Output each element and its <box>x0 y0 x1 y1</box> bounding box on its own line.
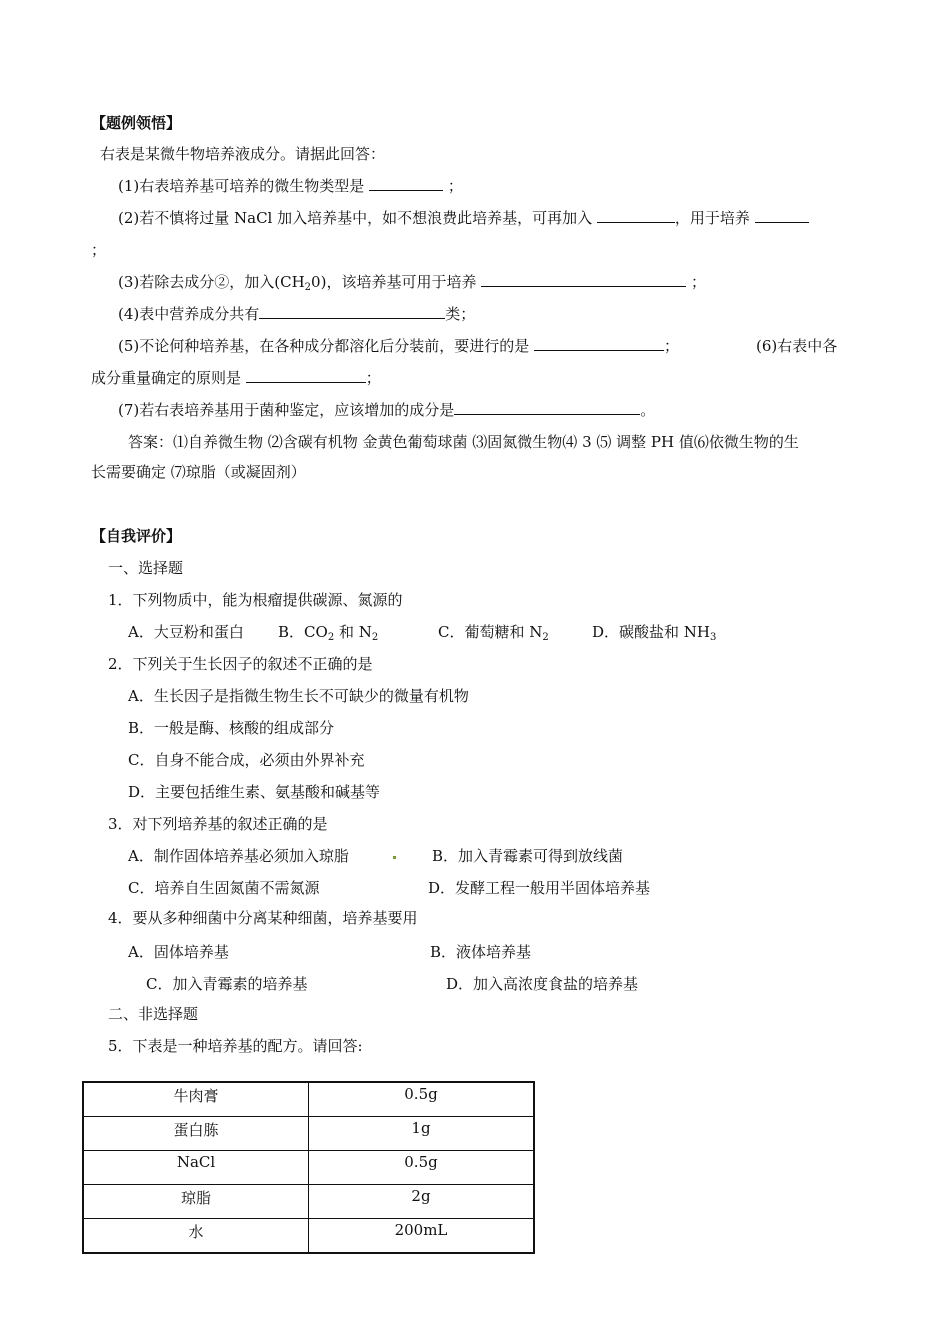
answer-blank <box>246 368 366 383</box>
example-q1: (1)右表培养基可培养的微生物类型是 ； <box>118 177 463 195</box>
answer-blank <box>597 208 675 223</box>
q2-option-d: D．主要包括维生素、氨基酸和碱基等 <box>128 783 381 801</box>
example-q4: (4)表中营养成分共有 类； <box>118 305 476 323</box>
answer-blank <box>259 304 445 319</box>
example-heading: 【题例领悟】 <box>91 114 182 132</box>
q3-option-c: C．培养自生固氮菌不需氮源 <box>128 879 320 897</box>
answer-blank <box>454 400 640 415</box>
answer-line-2: 长需要确定 ⑺琼脂（或凝固剂） <box>91 463 306 481</box>
table-row <box>83 1219 534 1254</box>
q1-option-d: D．碳酸盐和 $NH_3$ <box>592 623 717 643</box>
section-nonchoice: 二、非选择题 <box>108 1005 199 1023</box>
table-cell-amount: 2g <box>309 1185 535 1219</box>
self-eval-heading: 【自我评价】 <box>91 527 182 545</box>
q4-stem: 4．要从多种细菌中分离某种细菌，培养基要用 <box>108 909 418 927</box>
answer-blank <box>369 176 443 191</box>
q2-option-c: C．自身不能合成，必须由外界补充 <box>128 751 365 769</box>
example-q2-tail: ； <box>91 241 107 259</box>
q4-option-b: B．液体培养基 <box>430 943 532 961</box>
answer-blank <box>481 272 686 287</box>
q2-option-b: B．一般是酶、核酸的组成部分 <box>128 719 335 737</box>
q3-stem: 3．对下列培养基的叙述正确的是 <box>108 815 328 833</box>
table-cell-amount: 0.5g <box>309 1082 535 1117</box>
table-row <box>83 1151 534 1185</box>
example-q3: (3)若除去成分②，加入$(CH_20)$，该培养基可用于培养 ； <box>118 273 707 293</box>
table-cell-amount: 1g <box>309 1117 535 1151</box>
q4-option-a: A．固体培养基 <box>128 943 229 961</box>
example-q6: (6)右表中各 <box>756 337 838 355</box>
example-q5: (5)不论何种培养基，在各种成分都溶化后分装前，要进行的是 ； <box>118 337 680 355</box>
table-cell-item: 水 <box>83 1219 309 1254</box>
table-row <box>83 1117 534 1151</box>
table-cell-amount: 0.5g <box>309 1151 535 1185</box>
table-cell-item: NaCl <box>83 1151 309 1185</box>
answer-blank <box>534 336 664 351</box>
answer-blank <box>755 208 809 223</box>
recipe-table <box>82 1081 535 1254</box>
q1-option-b: B．$CO_2$ 和 $N_2$ <box>278 623 379 643</box>
answer-line-1: 答案：⑴自养微生物 ⑵含碳有机物 金黄色葡萄球菌 ⑶固氮微生物⑷ 3 ⑸ 调整 PH 值⑹依微生物的生 <box>128 433 799 451</box>
q1-stem: 1．下列物质中，能为根瘤提供碳源、氮源的 <box>108 591 403 609</box>
q1-option-a: A．大豆粉和蛋白 <box>128 623 244 641</box>
q4-option-d: D．加入高浓度食盐的培养基 <box>446 975 639 993</box>
q3-option-d: D．发酵工程一般用半固体培养基 <box>428 879 651 897</box>
table-row <box>83 1185 534 1219</box>
example-q6-line2: 成分重量确定的原则是 ； <box>91 369 381 387</box>
q2-option-a: A．生长因子是指微生物生长不可缺少的微量有机物 <box>128 687 469 705</box>
table-cell-item: 牛肉膏 <box>83 1082 309 1117</box>
q3-option-b: B．加入青霉素可得到放线菌 <box>432 847 624 865</box>
table-cell-item: 琼脂 <box>83 1185 309 1219</box>
q2-stem: 2．下列关于生长因子的叙述不正确的是 <box>108 655 373 673</box>
q3-option-a: A．制作固体培养基必须加入琼脂 <box>128 847 349 865</box>
example-q2: (2)若不慎将过量 NaCl 加入培养基中，如不想浪费此培养基，可再加入 ，用于培养 <box>118 208 809 228</box>
speck-mark <box>393 856 396 859</box>
example-intro: 右表是某微牛物培养液成分。请据此回答： <box>100 145 386 163</box>
table-cell-amount: 200mL <box>309 1219 535 1254</box>
table-cell-item: 蛋白胨 <box>83 1117 309 1151</box>
q4-option-c: C．加入青霉素的培养基 <box>146 975 308 993</box>
table-row <box>83 1082 534 1117</box>
q5-stem: 5．下表是一种培养基的配方。请回答: <box>108 1037 363 1055</box>
q1-option-c: C．葡萄糖和 $N_2$ <box>438 623 549 643</box>
section-choice: 一、选择题 <box>108 559 184 577</box>
example-q7: (7)若右表培养基用于菌种鉴定，应该增加的成分是 。 <box>118 401 656 419</box>
